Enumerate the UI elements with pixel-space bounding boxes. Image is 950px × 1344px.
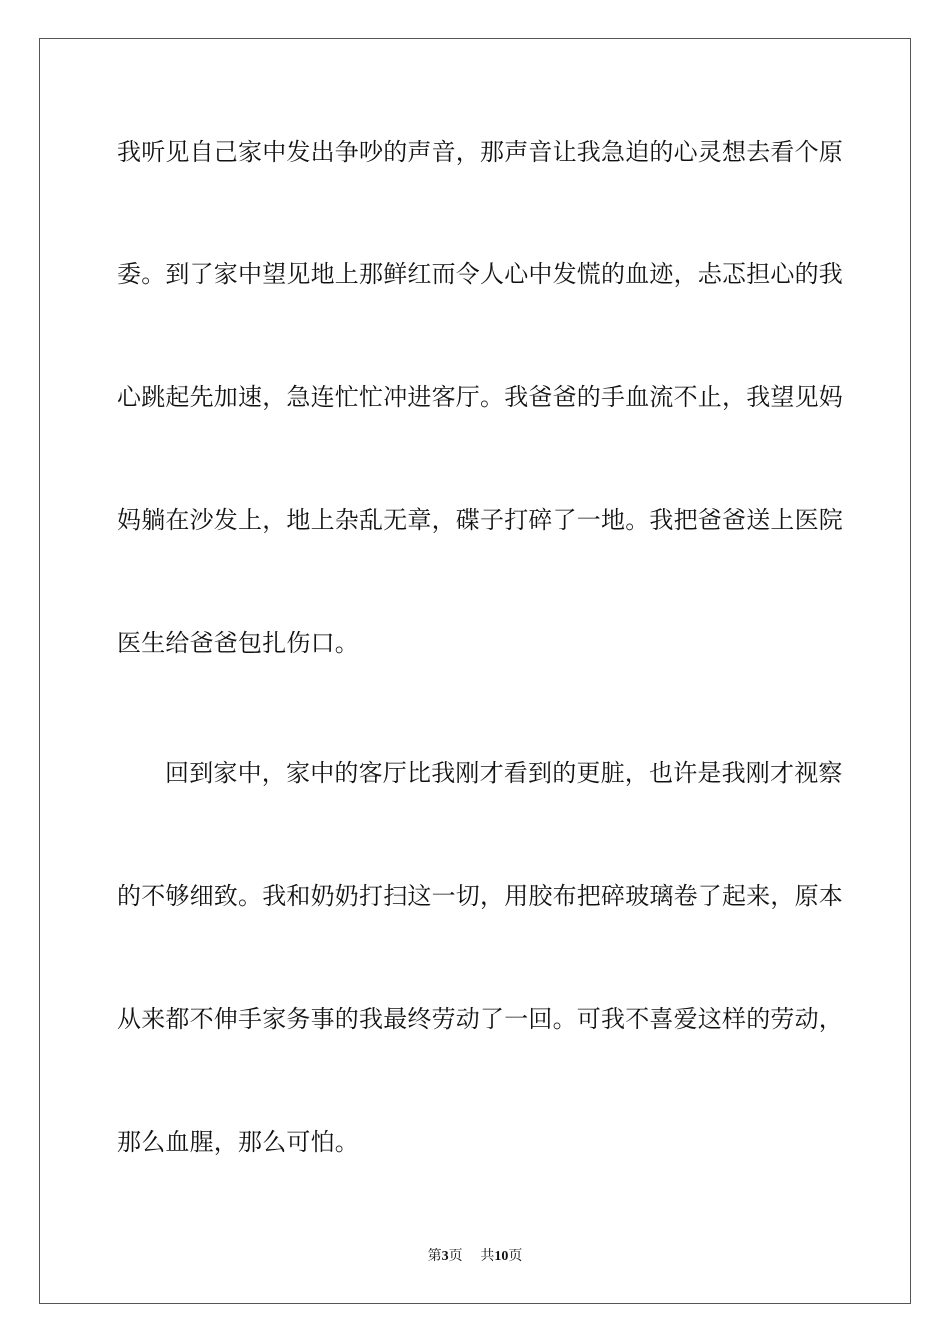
paragraph-1-line-5: 医生给爸爸包扎伤口。: [117, 629, 359, 657]
paragraph-2-line-3: 从来都不伸手家务事的我最终劳动了一回。可我不喜爱这样的劳动，: [117, 1005, 843, 1033]
page-frame: [39, 38, 911, 1304]
paragraph-2-line-4: 那么血腥，那么可怕。: [117, 1128, 359, 1156]
page-footer: [0, 1247, 950, 1266]
footer-total-suffix: 页: [508, 1248, 523, 1264]
paragraph-1-line-3: 心跳起先加速，急连忙忙冲进客厅。我爸爸的手血流不止，我望见妈: [117, 383, 843, 411]
paragraph-1-line-4: 妈躺在沙发上，地上杂乱无章，碟子打碎了一地。我把爸爸送上医院: [117, 506, 843, 534]
paragraph-2-line-1: 回到家中，家中的客厅比我刚才看到的更脏，也许是我刚才视察: [165, 759, 843, 787]
footer-page-prefix: 第: [427, 1248, 442, 1264]
footer-page-suffix: 页: [448, 1248, 463, 1264]
paragraph-2-line-2: 的不够细致。我和奶奶打扫这一切，用胶布把碎玻璃卷了起来，原本: [117, 882, 843, 910]
paragraph-1-line-1: 我听见自己家中发出争吵的声音，那声音让我急迫的心灵想去看个原: [117, 138, 843, 166]
footer-total-prefix: 共: [480, 1248, 495, 1264]
footer-total-pages: 10: [494, 1249, 509, 1264]
paragraph-1-line-2: 委。到了家中望见地上那鲜红而令人心中发慌的血迹，忐忑担心的我: [117, 260, 843, 288]
footer-page-number: 3: [441, 1249, 449, 1264]
